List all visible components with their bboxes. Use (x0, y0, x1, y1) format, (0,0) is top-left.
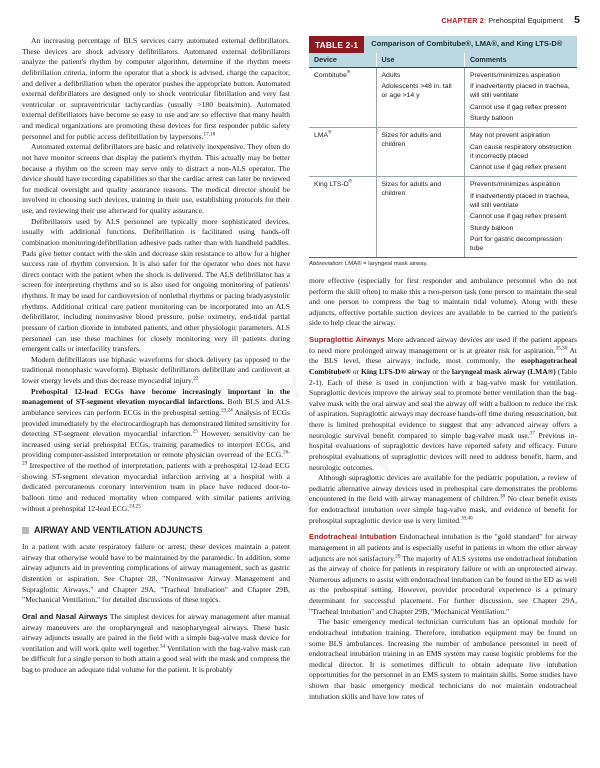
left-column (22, 36, 290, 702)
comparison-table (309, 36, 577, 258)
cell-comments (464, 128, 577, 177)
registered-mark: ® (348, 179, 353, 185)
comment-line: If inadvertently placed in trachea, will still ventilate (469, 192, 570, 209)
runin-text-a: The simplest devices for airway management after manual airway maneuvers are the oropharyngeal and nasopharyngeal airways. These basic airway adjuncts usually are paired in the field with a simple bag-valve mask device for ventilation and will work quite well together. (22, 611, 290, 653)
footnote-ref: 22 (193, 375, 199, 382)
content-columns (22, 36, 578, 702)
sg-text-a: More advanced airway devices are used if the patient appears to need more prolonged airway management or is at greater risk for aspiration. (309, 335, 577, 355)
table-number-badge: TABLE 2-1 (309, 36, 364, 53)
comment-line: Cannot use if gag reflex present (469, 103, 567, 111)
device-name: LMA (314, 132, 328, 140)
right-column (309, 36, 577, 702)
table-title-band (309, 36, 577, 53)
cell-use (376, 176, 464, 257)
lead-bold-text: Prehospital 12-lead ECGs have become increasingly important in the management of ST-segment elevation myocardial infarctions. (22, 386, 290, 407)
paragraph-emt-curriculum (309, 617, 577, 702)
table-header-row (309, 53, 577, 67)
sg-text-f: Previous in-hospital evaluations of supraglottic devices have reported safety and efficacy. Future prehospital evaluations of supraglottic devices will need to address benefit, harm, and neurologic outcomes. (309, 430, 577, 472)
footnote-ref: 37 (529, 430, 535, 437)
paragraph-text: more effective (especially for first responder and ambulance personnel who do not perform the skill often) to make this a two-person task (one person to maintain the seal and one person to compress the bag to maintain tidal volume). Along with these adjuncts, effective portable suction devices are available to be carried to the patient's side to help clear the airway. (309, 275, 577, 328)
chapter-title: : Prehospital Equipment (484, 16, 564, 25)
comment-line: Prevents/minimizes aspiration (469, 181, 561, 189)
table-title-cell (309, 36, 577, 53)
sg-bold-lma: laryngeal mask airway (LMA®) (451, 366, 556, 376)
paragraph-aed-1 (22, 36, 290, 142)
lead-rest-2: Analysis of ECGs provided immediately by the electrocardiograph has demonstrated limited sensitivity for detecting ST-segment elevation myocardial infarction. (22, 407, 290, 439)
column-header-comments: Comments (464, 53, 577, 67)
footnote-ref: 35,36 (555, 345, 568, 352)
lead-rest-1: Both BLS and ALS ambulance services can perform ECGs in the prehospital setting. (22, 397, 290, 417)
footnote-ref: 34 (159, 643, 166, 650)
footnote-ref: 23,24 (221, 407, 233, 414)
use-line: Adolescents >48 in. tall or age >14 y (381, 83, 452, 100)
cell-comments (464, 176, 577, 257)
table-row (309, 67, 577, 127)
comment-line: If inadvertently placed in trachea, will still ventilate (469, 83, 570, 100)
sg-text-c: or (350, 366, 362, 376)
footnote-ref: 17,18 (203, 131, 216, 138)
paragraph-text-b: No clear benefit exists for endotracheal intubation over simple bag-valve mask, and evidence of benefit for prehospital supraglottic device use is very limited. (309, 494, 577, 525)
comment-line: Port for gastric decompression tube (469, 236, 563, 253)
registered-mark: ® (346, 70, 351, 76)
footnote-label: Abbreviation: (309, 260, 344, 267)
paragraph-text: An increasing percentage of BLS services carry automated external defibrillators. These devices are shock advisory defibrillators. Automated external defibrillators analyze the patient's rhythm by computer algorithm, determine if the rhythm meets defibrillation criteria, inform the operator that a shock is advised, charge the capacitor, and deliver a defibrillation when the operator pushes the appropriate button. Automated external defibrillators are designed only to shock ventricular fibrillation and very fast ventricular or supraventricular tachycardias (usually >180 beats/min). Automated external defibrillators have become so easy to use and are so effective that many health and medical organizations are promoting these devices for first responder public safety personnel and for public access defibrillation by laypersons. (22, 36, 290, 141)
paragraph-aed-2 (22, 142, 290, 216)
paragraph-text: Defibrillators used by ALS personnel are typically more sophisticated devices, usually with additional functions. Defibrillation is facilitated using hands-off combination monitoring/defibrillation adhesive pads rather than with handheld paddles. Pads give better contact with the skin and decrease skin resistance to allow for a higher success rate of rhythm conversion. It is also safer for the operator who does not have direct contact with the patient when the shock is delivered. The ALS defibrillator has a screen for interpreting rhythms and so is also used for ongoing monitoring of patients' rhythms. It may be used for cardioversion of nonlethal rhythms or pacing bradyasystolic rhythms. Additional critical care patient monitoring can be incorporated into an ALS defibrillator, including noninvasive blood pressure, pulse oximetry, end-tidal partial pressure of carbon dioxide in intubated patients, and other physiologic parameters. ALS personnel can use these machines for closely monitoring very ill patients during emergent calls or interfacility transfers. (22, 216, 290, 354)
paragraph-als-defib (22, 217, 290, 355)
table-caption: Comparison of Combitube®, LMA®, and King LTS-D® (371, 39, 563, 49)
cell-device (309, 176, 376, 257)
paragraph-bvm-two-person (309, 276, 577, 329)
paragraph-pediatric-supraglottic (309, 473, 577, 526)
footnote-ref: 26-29 (22, 449, 290, 467)
footnote-ref: 20 (395, 553, 401, 560)
device-name: Combitube (314, 71, 347, 79)
footnote-ref: 25 (192, 428, 198, 435)
comment-line: Cannot use if gag reflex present (469, 164, 567, 172)
paragraph-airway-intro (22, 542, 290, 606)
runin-heading-endotracheal: Endotracheal Intubation (309, 532, 397, 542)
cell-comments (464, 67, 577, 127)
paragraph-text: Modern defibrillators use biphasic waveforms for shock delivery (as opposed to the traditional monophasic waveform). Biphasic defibrillators defibrillate and cardiovert at lower energy levels and thus decrease myocardial injury. (22, 354, 290, 385)
comment-line: Cannot use if gag reflex present (469, 213, 567, 221)
use-line: Sizes for adults and children (381, 132, 442, 149)
table-footnote (309, 258, 577, 267)
runin-text-b: Ventilation with the bag-valve mask can be difficult for a single person to both attain a good seal with the mask and compress the bag to produce an adequate tidal volume for the patient. It is probably (22, 643, 290, 674)
table-row (309, 128, 577, 177)
column-header-device: Device (309, 53, 376, 67)
paragraph-text: Although supraglottic devices are available for the pediatric population, a review of pediatric alternative airway devices used in prehospital care demonstrates the problems encountered in the field with airway management of children. (309, 473, 577, 504)
runin-heading-supraglottic: Supraglottic Airways (309, 335, 385, 345)
section-heading-label: AIRWAY AND VENTILATION ADJUNCTS (34, 525, 203, 536)
use-line: Adults (381, 71, 401, 79)
table-2-1 (309, 36, 577, 267)
comment-line: Sturdy balloon (469, 115, 514, 123)
comment-line: Prevents/minimizes aspiration (469, 71, 561, 79)
sg-bold-king: King LTS-D® airway (361, 366, 431, 376)
section-heading-airway (22, 525, 290, 535)
cell-use (376, 128, 464, 177)
table-row (309, 176, 577, 257)
paragraph-oral-nasal-airways (22, 612, 290, 676)
runin-heading-oral-nasal: Oral and Nasal Airways (22, 611, 108, 621)
page-number: 5 (574, 14, 580, 26)
cell-device (309, 128, 376, 177)
chapter-label: CHAPTER 2 (441, 16, 484, 25)
et-text-b: The majority of ALS systems use endotracheal intubation as the airway of choice for patients in respiratory failure or with an unprotected airway. Numerous adjuncts to assist with endotracheal intubation can be found in the ED as well as the prehospital setting. However, provider procedural experience is a primary determinant for successful placement. For further discussion, see Chapter 29A, "Tracheal Intubation" and Chapter 29B, "Mechanical Ventilation." (309, 553, 577, 616)
paragraph-biphasic (22, 355, 290, 387)
paragraph-supraglottic-airways (309, 335, 577, 473)
footnote-text: LMA® = laryngeal mask airway. (343, 260, 428, 267)
lead-rest-3: However, sensitivity can be increased using serial prehospital ECGs, training paramedics to interpret ECGs, and providing computer-assisted interpretation or remote physician overread of the ECG. (22, 429, 290, 460)
running-head (441, 14, 580, 26)
paragraph-text: The basic emergency medical technician curriculum has an optional module for endotracheal intubation training. Therefore, intubation equipment may be found on some BLS ambulances. Increasing the number of ambulance personnel in need of endotracheal intubation training in an EMS system may cause logistic problems for the medical director. It is sometimes difficult to obtain adequate live intubation opportunities for the personnel in an EMS system to maintain skills. Some studies have shown that basic emergency medical technicians do not maintain endotracheal intubation skills and have low rates of (309, 617, 577, 701)
paragraph-text: Automated external defibrillators are basic and relatively inexpensive. They often do not have monitor screens that display the patient's rhythm. This actually may be better because a rhythm on the screen may serve only to distract a non-ALS operator. The device should have recording capabilities so that the cardiac arrest can later be reviewed for medical oversight and quality assurance reasons. The medical director should be involved in choosing such devices, training in their use, establishing protocols for their use, and reviewing their use afterward for quality assurance. (22, 142, 290, 215)
paragraph-endotracheal-intubation (309, 532, 577, 617)
table-title-row (309, 36, 577, 53)
footnote-ref: 24,25 (129, 502, 141, 509)
et-text-a: Endotracheal intubation is the "gold standard" for airway management in all patients and is especially useful in patients in whom the other airway adjuncts are not satisfactory. (309, 532, 577, 563)
sg-text-b: At the BLS level, these airways include, most commonly, the (309, 345, 577, 366)
paragraph-12lead-ecg (22, 387, 290, 515)
cell-use (376, 67, 464, 127)
paragraph-text: In a patient with acute respiratory failure or arrest, these devices maintain a patent airway that otherwise would have to be maintained by the paramedic. In addition, some airway adjuncts aid in preventing complications of airway management, such as gastric distention or aspiration. See Chapter 28, "Noninvasive Airway Management and Supraglottic Airways," and Chapter 29A, "Tracheal Intubation" and Chapter 29B, "Mechanical Ventilation," for detailed discussions of these topics. (22, 542, 290, 605)
sg-text-e: (Table 2-1). Each of these is used in conjunction with a bag-valve mask for ventilation. Supraglottic devices improve the airway seal to promote better ventilation than the bag-valve mask with the oral airway and seal the airway off with a balloon to reduce the risk of aspiration. Supraglottic airways may decrease hands-off time during resuscitation, but there is limited prehospital evidence to suggest that any advanced airway offers a neurologic survival benefit compared to simple bag-valve mask use. (309, 366, 578, 440)
registered-mark: ® (327, 130, 332, 136)
footnote-ref: 38 (499, 493, 506, 500)
column-header-use: Use (376, 53, 464, 67)
sg-text-d: or the (430, 366, 452, 376)
device-name: King LTS-D (314, 181, 349, 189)
comment-line: May not prevent aspiration (469, 132, 551, 140)
lead-rest-4: Irrespective of the method of interpretation, patients with a prehospital 12-lead ECG showing ST-segment elevation myocardial infarction arriving at a hospital with a dedicated percutaneous coronary intervention team in place have reduced door-to-balloon time and reduced mortality when compared with similar patients arriving without a prehospital 12-lead ECG. (22, 461, 290, 513)
use-line: Sizes for adults and children (381, 181, 442, 198)
running-head-title (441, 16, 563, 25)
cell-device (309, 67, 376, 127)
comment-line: Can cause respiratory obstruction if incorrectly placed (469, 143, 572, 160)
square-bullet-icon (22, 527, 29, 534)
comment-line: Sturdy balloon (469, 224, 514, 232)
footnote-ref: 39,40 (460, 515, 473, 522)
sg-bold-combitube: esophagotracheal Combitube® (309, 356, 577, 376)
